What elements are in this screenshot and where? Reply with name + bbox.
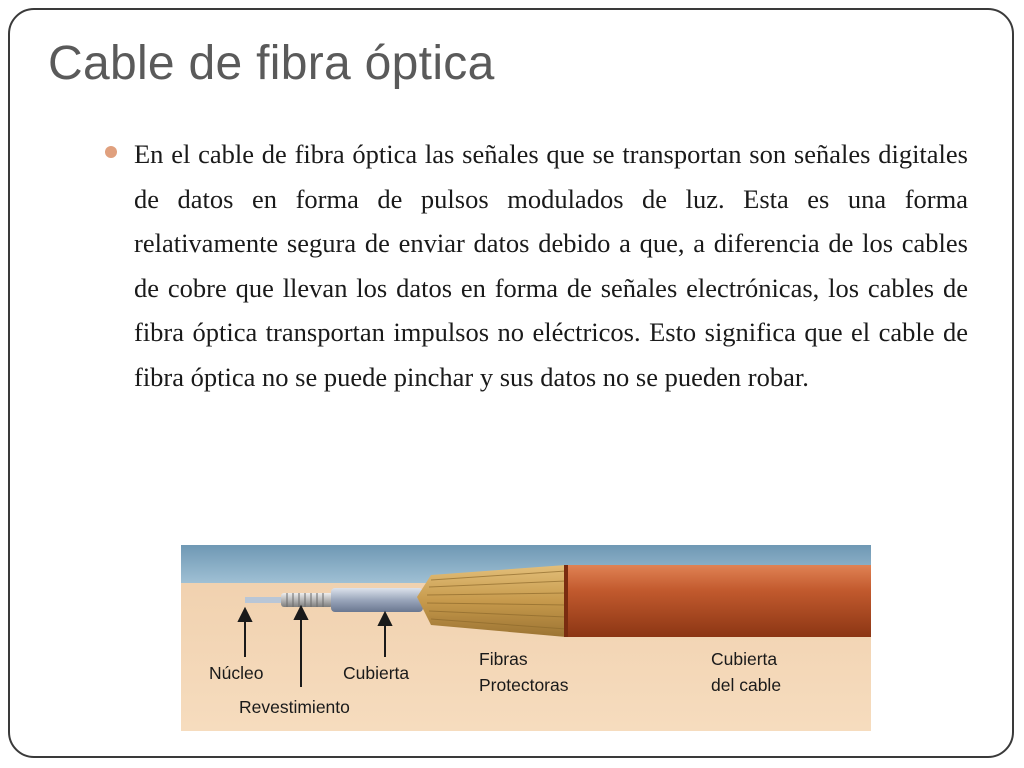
label-cubierta-cable-line1: Cubierta [711, 649, 778, 669]
fiber-coating [331, 588, 423, 612]
cable-jacket [564, 565, 871, 637]
fiber-cable-diagram [181, 545, 871, 731]
label-cubierta-cable-line2: del cable [711, 675, 782, 695]
label-nucleo: Núcleo [209, 663, 264, 683]
label-revestimiento: Revestimiento [239, 697, 350, 717]
label-fibras-line1: Fibras [479, 649, 528, 669]
fiber-cladding [281, 593, 333, 607]
cable-jacket-edge [564, 565, 568, 637]
bullet-dot-icon [105, 146, 117, 158]
label-fibras-line2: Protectoras [479, 675, 569, 695]
label-cubierta: Cubierta [343, 663, 410, 683]
bullet-paragraph: En el cable de fibra óptica las señales que se transportan son señales digitales de datos en forma de pulsos modulados de luz. Esta es una forma relativamente segura de enviar datos debido a que, a diferencia de los cables de cobre que llevan los datos en forma de señales electrónicas, los cables de fibra óptica transportan impulsos no eléctricos. Esto significa que el cable de fibra óptica no se puede pinchar y sus datos no se pueden robar. [134, 139, 968, 392]
slide-title: Cable de fibra óptica [48, 37, 495, 90]
